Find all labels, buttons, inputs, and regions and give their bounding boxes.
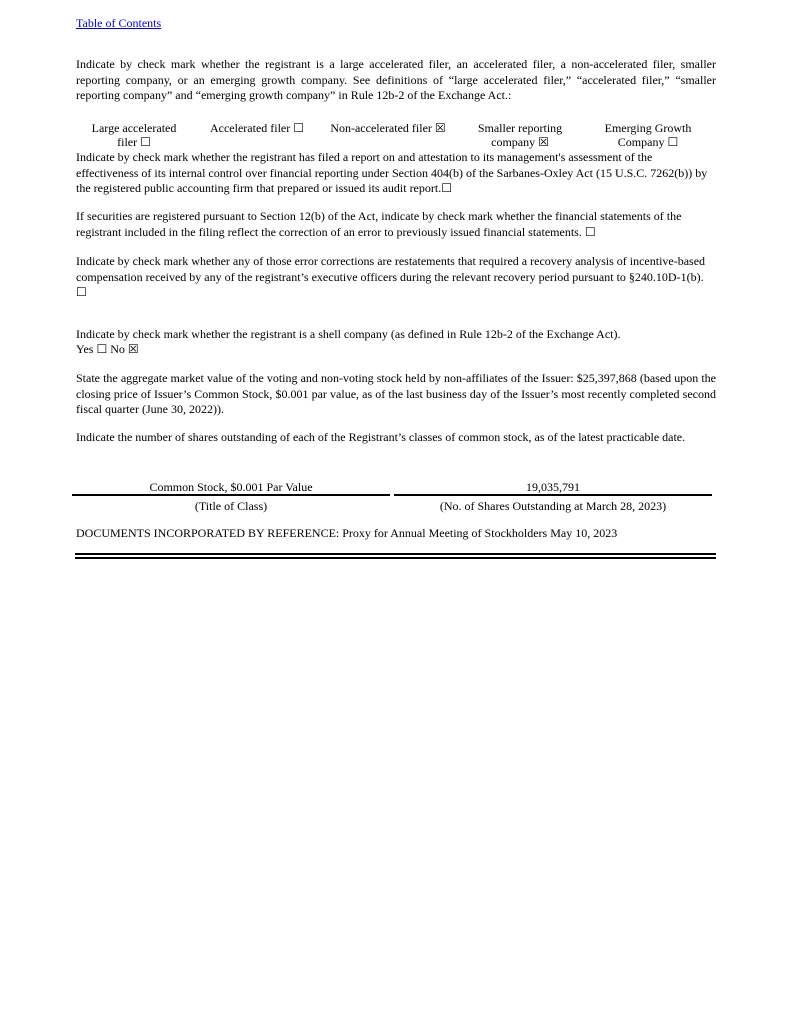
filer-option-line: Non-accelerated filer ☒ — [330, 121, 446, 135]
shares-outstanding-intro: Indicate the number of shares outstanding of each of the Registrant’s classes of common stock, as of the latest practicable date. — [76, 430, 686, 444]
shell-company-question: Indicate by check mark whether the registrant is a shell company (as defined in Rule 12b-2 of the Exchange Act). — [76, 327, 621, 341]
title-of-class-caption: (Title of Class) — [194, 499, 268, 513]
filer-option-line: Large accelerated — [91, 121, 177, 135]
double-rule-bottom — [75, 557, 716, 559]
filer-option-line: Smaller reporting — [477, 121, 563, 135]
recovery-paragraph: Indicate by check mark whether any of those error corrections are restatements that required a recovery analysis of incentive-based compensation received by any of the registrant’s executive officers during the relevant recovery period pursuant to §240.10D-1(b). ☐ — [76, 254, 706, 299]
filer-option-line: Company ☐ — [617, 135, 679, 149]
shares-outstanding-caption: (No. of Shares Outstanding at March 28, 2023) — [439, 499, 667, 513]
attestation-paragraph: Indicate by check mark whether the registrant has filed a report on and attestation to its management's assessment of the effectiveness of its internal control over financial reporting under Section 404(b) of the Sarbanes-Oxley Act (15 U.S.C. 7262(b)) by the registered public accounting firm that prepared or issued its audit report.☐ — [76, 150, 708, 195]
common-stock-class-value: Common Stock, $0.001 Par Value — [149, 480, 313, 494]
shares-outstanding-value: 19,035,791 — [526, 480, 580, 494]
filer-option-line: company ☒ — [491, 135, 549, 149]
filer-option-non-accelerated — [318, 121, 458, 135]
market-value-paragraph: State the aggregate market value of the voting and non-voting stock held by non-affiliates of the Issuer: $25,397,868 (based upon the closing price of Issuer’s Common Stock, $0.001 par value, as of the last business day of the Issuer’s most recently completed second fiscal quarter (June 30, 2022)). — [76, 371, 716, 416]
filer-option-line: filer ☐ — [117, 135, 151, 149]
double-rule-top — [75, 553, 716, 555]
table-of-contents-link[interactable]: Table of Contents — [76, 16, 162, 30]
filer-status-intro: Indicate by check mark whether the registrant is a large accelerated filer, an accelerated filer, a non-accelerated filer, smaller reporting company, or an emerging growth company. See definitions of “large accelerated filer,” “accelerated filer,” “smaller reporting company” and “emerging growth company” in Rule 12b-2 of the Exchange Act.: — [76, 57, 716, 102]
filer-option-smaller-reporting — [464, 121, 576, 149]
filer-option-line: Accelerated filer ☐ — [209, 121, 305, 135]
shares-underline — [394, 494, 712, 496]
filer-option-large-accelerated — [84, 121, 184, 149]
class-underline — [72, 494, 390, 496]
documents-incorporated-line: DOCUMENTS INCORPORATED BY REFERENCE: Proxy for Annual Meeting of Stockholders May 10, 2023 — [76, 526, 618, 540]
section-12b-paragraph: If securities are registered pursuant to Section 12(b) of the Act, indicate by check mark whether the financial statements of the registrant included in the filing reflect the correction of an error to previously issued financial statements. ☐ — [76, 209, 682, 239]
filer-option-line: Emerging Growth — [604, 121, 692, 135]
shell-company-answer: Yes ☐ No ☒ — [76, 342, 139, 356]
filer-option-accelerated — [198, 121, 316, 135]
filer-option-emerging-growth — [588, 121, 708, 149]
